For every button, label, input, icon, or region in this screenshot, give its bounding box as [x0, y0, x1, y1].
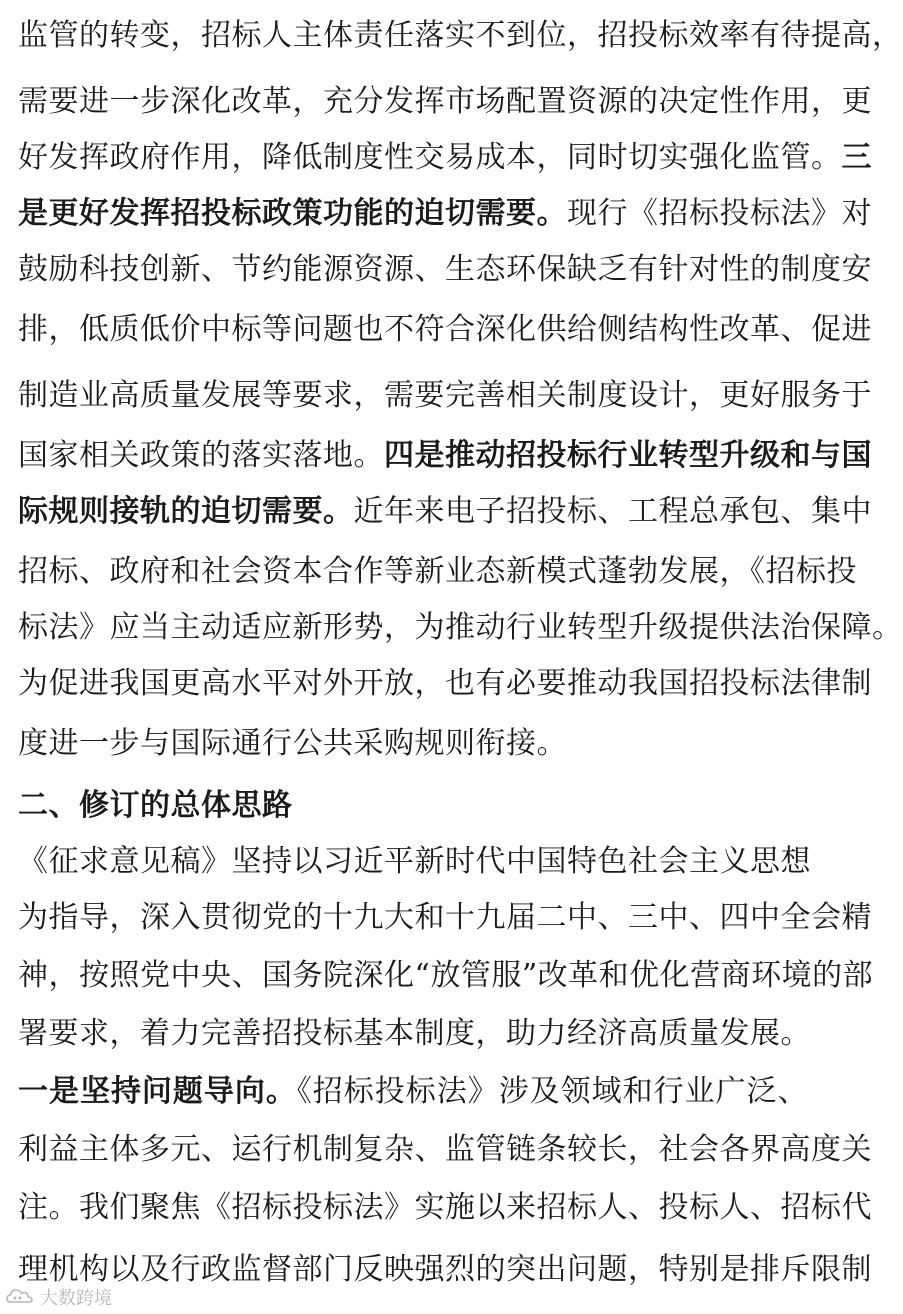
cloud-logo-icon: [6, 1287, 36, 1307]
text-run: 排，低质低价中标等问题也不符合深化供给侧结构性改革、促进: [18, 312, 872, 347]
text-line: [18, 490, 872, 534]
text-line: [18, 248, 872, 292]
text-run: 需要进一步深化改革，充分发挥市场配置资源的决定性作用，更: [18, 84, 872, 119]
text-line: [18, 1186, 872, 1230]
text-run: 署要求，着力完善招投标基本制度，助力经济高质量发展。: [18, 1016, 811, 1051]
text-run: 理机构以及行政监督部门反映强烈的突出问题，特别是排斥限制: [18, 1252, 872, 1287]
text-line: [18, 192, 872, 236]
bold-text: 是更好发挥招投标政策功能的迫切需要。: [18, 196, 567, 231]
text-line: [18, 550, 857, 594]
section-heading: [18, 784, 808, 828]
watermark-text: 大数跨境: [40, 1288, 112, 1309]
text-line: [18, 308, 872, 352]
text-run: 好发挥政府作用，降低制度性交易成本，同时切实强化监管。: [18, 140, 842, 175]
text-line: [18, 662, 872, 706]
text-line: [18, 840, 811, 884]
text-line: [18, 80, 872, 124]
text-line: [18, 1248, 872, 1292]
text-run: 监管的转变，招标人主体责任落实不到位，招投标效率有待提高，: [18, 18, 903, 53]
text-run: 《招标投标法》涉及领域和行业广泛、: [296, 1074, 809, 1109]
bold-text: 三: [841, 140, 872, 175]
text-run: 标法》应当主动适应新形势，为推动行业转型升级提供法治保障。: [18, 610, 903, 645]
text-run: 鼓励科技创新、节约能源资源、生态环保缺乏有针对性的制度安: [18, 252, 872, 287]
bold-text: 际规则接轨的迫切需要。: [18, 494, 354, 529]
text-run: 为促进我国更高水平对外开放，也有必要推动我国招投标法律制: [18, 666, 872, 701]
text-run: 近年来电子招投标、工程总承包、集中: [353, 494, 872, 529]
text-run: 招标、政府和社会资本合作等新业态新模式蓬勃发展，《招标投: [18, 554, 857, 589]
text-run: 《征求意见稿》坚持以习近平新时代中国特色社会主义思想: [18, 844, 811, 879]
text-run: 国家相关政策的落实落地。: [18, 438, 384, 473]
text-run: 神，按照党中央、国务院深化“放管服”改革和优化营商环境的部: [18, 958, 874, 993]
text-line: [18, 14, 903, 58]
text-line: [18, 374, 872, 418]
bold-text: 一是坚持问题导向。: [18, 1074, 297, 1109]
text-line: [18, 1128, 872, 1172]
text-run: 利益主体多元、运行机制复杂、监管链条较长，社会各界高度关: [18, 1132, 872, 1167]
text-line: [18, 722, 808, 766]
text-run: 现行《招标投标法》对: [567, 196, 872, 231]
text-line: [18, 1070, 808, 1114]
bold-text: 二、修订的总体思路: [18, 788, 293, 823]
text-run: 为指导，深入贯彻党的十九大和十九届二中、三中、四中全会精: [18, 900, 872, 935]
watermark: [6, 1284, 112, 1310]
text-line: [18, 896, 872, 940]
text-line: [18, 434, 872, 478]
text-run: 注。我们聚焦《招标投标法》实施以来招标人、投标人、招标代: [18, 1190, 872, 1225]
text-run: 制造业高质量发展等要求，需要完善相关制度设计，更好服务于: [18, 378, 872, 413]
text-line: [18, 606, 903, 650]
bold-text: 四是推动招投标行业转型升级和与国: [384, 438, 872, 473]
text-line: [18, 1012, 811, 1056]
text-line: [18, 136, 872, 180]
text-run: 度进一步与国际通行公共采购规则衔接。: [18, 726, 567, 761]
text-line: [18, 954, 874, 998]
